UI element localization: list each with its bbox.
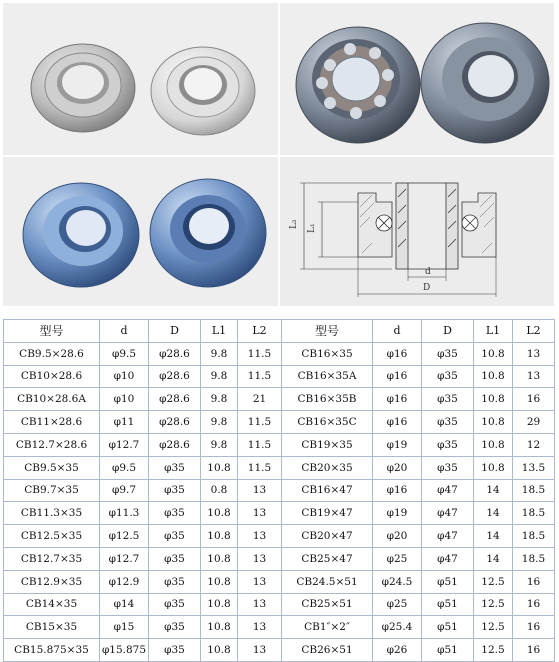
cell-D: φ28.6 xyxy=(149,365,201,388)
photo-open-and-sealed-bearings xyxy=(280,3,554,155)
cell-l2: 18.5 xyxy=(513,479,555,502)
cell-l1: 14 xyxy=(474,547,513,570)
cell-l1: 10.8 xyxy=(474,388,513,411)
header-l1: L1 xyxy=(201,320,238,343)
cell-l2: 13 xyxy=(513,365,555,388)
cell-l2: 16 xyxy=(513,593,555,616)
cell-d: φ25 xyxy=(373,593,422,616)
cell-model: CB11×28.6 xyxy=(4,411,100,434)
cell-D: φ35 xyxy=(149,547,201,570)
cell-l2: 11.5 xyxy=(238,365,282,388)
cell-l2: 13 xyxy=(238,616,282,639)
cell-model: CB16×47 xyxy=(282,479,373,502)
cell-model: CB12.9×35 xyxy=(4,570,100,593)
cell-l1: 10.8 xyxy=(201,639,238,662)
cell-d: φ15.875 xyxy=(100,639,149,662)
cell-l1: 10.8 xyxy=(474,456,513,479)
header-l1: L1 xyxy=(474,320,513,343)
cell-d: φ20 xyxy=(373,525,422,548)
cell-d: φ9.7 xyxy=(100,479,149,502)
cell-d: φ11 xyxy=(100,411,149,434)
bearing-cross-section-diagram xyxy=(280,157,554,306)
cell-D: φ35 xyxy=(422,411,474,434)
cell-d: φ12.7 xyxy=(100,433,149,456)
cell-D: φ35 xyxy=(149,570,201,593)
cell-d: φ16 xyxy=(373,388,422,411)
cell-D: φ47 xyxy=(422,502,474,525)
cell-l1: 10.8 xyxy=(474,411,513,434)
cell-l1: 9.8 xyxy=(201,388,238,411)
cell-l2: 18.5 xyxy=(513,502,555,525)
cell-l1: 10.8 xyxy=(201,616,238,639)
cell-model: CB12.5×35 xyxy=(4,525,100,548)
table-row xyxy=(4,616,555,639)
cell-d: φ20 xyxy=(373,456,422,479)
cell-model: CB9.7×35 xyxy=(4,479,100,502)
cell-D: φ47 xyxy=(422,479,474,502)
photo-shielded-flanged-bearings xyxy=(3,3,278,155)
cell-model: CB20×47 xyxy=(282,525,373,548)
cell-D: φ35 xyxy=(149,479,201,502)
cell-d: φ16 xyxy=(373,479,422,502)
cell-l1: 10.8 xyxy=(201,525,238,548)
cell-l2: 13 xyxy=(238,639,282,662)
table-row xyxy=(4,342,555,365)
cell-model: CB1″×2″ xyxy=(282,616,373,639)
cell-l1: 12.5 xyxy=(474,570,513,593)
cell-l2: 16 xyxy=(513,388,555,411)
cell-D: φ51 xyxy=(422,570,474,593)
table-row xyxy=(4,479,555,502)
header-model: 型号 xyxy=(4,320,100,343)
cell-l2: 13 xyxy=(238,525,282,548)
cell-model: CB9.5×35 xyxy=(4,456,100,479)
cell-l1: 10.8 xyxy=(201,456,238,479)
table-row xyxy=(4,525,555,548)
cell-l2: 13 xyxy=(238,502,282,525)
cell-l2: 13 xyxy=(238,479,282,502)
cell-D: φ35 xyxy=(422,433,474,456)
cell-l2: 16 xyxy=(513,616,555,639)
table-row xyxy=(4,502,555,525)
cell-l1: 10.8 xyxy=(201,593,238,616)
cell-l1: 14 xyxy=(474,502,513,525)
cell-d: φ24.5 xyxy=(373,570,422,593)
header-l2: L2 xyxy=(513,320,555,343)
cell-d: φ19 xyxy=(373,433,422,456)
cell-model: CB15.875×35 xyxy=(4,639,100,662)
cell-l2: 13 xyxy=(238,593,282,616)
cell-l1: 10.8 xyxy=(201,547,238,570)
cell-d: φ12.9 xyxy=(100,570,149,593)
cell-model: CB25×51 xyxy=(282,593,373,616)
header-D: D xyxy=(149,320,201,343)
cell-model: CB16×35A xyxy=(282,365,373,388)
header-d: d xyxy=(100,320,149,343)
cell-model: CB16×35C xyxy=(282,411,373,434)
cell-l1: 9.8 xyxy=(201,365,238,388)
cell-model: CB25×47 xyxy=(282,547,373,570)
table-header-row xyxy=(4,320,555,343)
cell-l1: 9.8 xyxy=(201,433,238,456)
dim-label-l2: L₂ xyxy=(289,219,299,229)
dim-label-l1: L₁ xyxy=(307,223,317,233)
cell-model: CB10×28.6A xyxy=(4,388,100,411)
product-photos xyxy=(3,3,554,306)
cell-l1: 10.8 xyxy=(474,342,513,365)
table-row xyxy=(4,365,555,388)
table-body xyxy=(4,342,555,661)
cell-D: φ35 xyxy=(422,456,474,479)
cell-l2: 13.5 xyxy=(513,456,555,479)
cell-D: φ28.6 xyxy=(149,411,201,434)
cell-model: CB16×35B xyxy=(282,388,373,411)
cell-d: φ25 xyxy=(373,547,422,570)
table-row xyxy=(4,547,555,570)
cell-l2: 12 xyxy=(513,433,555,456)
cell-d: φ10 xyxy=(100,388,149,411)
cell-model: CB10×28.6 xyxy=(4,365,100,388)
cell-d: φ14 xyxy=(100,593,149,616)
cell-D: φ28.6 xyxy=(149,342,201,365)
table-row xyxy=(4,433,555,456)
cell-d: φ16 xyxy=(373,342,422,365)
cell-D: φ47 xyxy=(422,547,474,570)
cell-D: φ51 xyxy=(422,639,474,662)
cell-D: φ28.6 xyxy=(149,433,201,456)
cell-d: φ10 xyxy=(100,365,149,388)
cell-D: φ35 xyxy=(422,342,474,365)
header-model: 型号 xyxy=(282,320,373,343)
cell-d: φ26 xyxy=(373,639,422,662)
cell-d: φ19 xyxy=(373,502,422,525)
cell-model: CB11.3×35 xyxy=(4,502,100,525)
cell-l2: 29 xyxy=(513,411,555,434)
cell-D: φ35 xyxy=(149,502,201,525)
dim-label-d: d xyxy=(425,267,431,277)
cell-model: CB9.5×28.6 xyxy=(4,342,100,365)
cell-model: CB15×35 xyxy=(4,616,100,639)
cell-D: φ35 xyxy=(149,593,201,616)
cell-l2: 21 xyxy=(238,388,282,411)
cell-l2: 18.5 xyxy=(513,547,555,570)
cell-l2: 11.5 xyxy=(238,342,282,365)
table-row xyxy=(4,456,555,479)
cell-l2: 11.5 xyxy=(238,456,282,479)
cell-l1: 0.8 xyxy=(201,479,238,502)
cell-l1: 10.8 xyxy=(201,570,238,593)
cell-l1: 12.5 xyxy=(474,639,513,662)
cell-d: φ16 xyxy=(373,411,422,434)
cell-d: φ9.5 xyxy=(100,456,149,479)
table-row xyxy=(4,411,555,434)
cell-l1: 9.8 xyxy=(201,342,238,365)
cell-l1: 12.5 xyxy=(474,593,513,616)
cell-model: CB12.7×35 xyxy=(4,547,100,570)
cell-d: φ9.5 xyxy=(100,342,149,365)
table-row xyxy=(4,570,555,593)
cell-l1: 14 xyxy=(474,525,513,548)
table-row xyxy=(4,639,555,662)
cell-l2: 16 xyxy=(513,570,555,593)
header-D: D xyxy=(422,320,474,343)
spec-table xyxy=(3,319,555,662)
cell-l2: 18.5 xyxy=(513,525,555,548)
cell-l1: 12.5 xyxy=(474,616,513,639)
cell-D: φ35 xyxy=(422,365,474,388)
cell-D: φ47 xyxy=(422,525,474,548)
cell-D: φ28.6 xyxy=(149,388,201,411)
cell-l2: 11.5 xyxy=(238,411,282,434)
cell-l2: 13 xyxy=(238,547,282,570)
cell-model: CB20×35 xyxy=(282,456,373,479)
header-l2: L2 xyxy=(238,320,282,343)
dim-label-D: D xyxy=(423,283,431,293)
cell-D: φ35 xyxy=(149,616,201,639)
inner-ring-left xyxy=(396,183,408,269)
cell-d: φ11.3 xyxy=(100,502,149,525)
cell-D: φ51 xyxy=(422,593,474,616)
cell-D: φ35 xyxy=(149,525,201,548)
inner-ring-right xyxy=(446,183,458,269)
cell-l1: 10.8 xyxy=(474,433,513,456)
cell-model: CB24.5×51 xyxy=(282,570,373,593)
cell-model: CB26×51 xyxy=(282,639,373,662)
cell-D: φ51 xyxy=(422,616,474,639)
cell-l1: 9.8 xyxy=(201,411,238,434)
cell-model: CB16×35 xyxy=(282,342,373,365)
cell-l2: 11.5 xyxy=(238,433,282,456)
cell-d: φ25.4 xyxy=(373,616,422,639)
cell-l1: 10.8 xyxy=(474,365,513,388)
header-d: d xyxy=(373,320,422,343)
cell-d: φ12.5 xyxy=(100,525,149,548)
cell-model: CB19×47 xyxy=(282,502,373,525)
cell-l1: 14 xyxy=(474,479,513,502)
table-row xyxy=(4,593,555,616)
cell-D: φ35 xyxy=(422,388,474,411)
photo-blue-flanged-bearings xyxy=(3,157,278,306)
cell-l2: 16 xyxy=(513,639,555,662)
cell-d: φ16 xyxy=(373,365,422,388)
cell-D: φ35 xyxy=(149,456,201,479)
cell-l2: 13 xyxy=(238,570,282,593)
cell-l2: 13 xyxy=(513,342,555,365)
cell-model: CB12.7×28.6 xyxy=(4,433,100,456)
cell-D: φ35 xyxy=(149,639,201,662)
cell-d: φ15 xyxy=(100,616,149,639)
table-row xyxy=(4,388,555,411)
cell-l1: 10.8 xyxy=(201,502,238,525)
cell-model: CB19×35 xyxy=(282,433,373,456)
cell-model: CB14×35 xyxy=(4,593,100,616)
cell-d: φ12.7 xyxy=(100,547,149,570)
